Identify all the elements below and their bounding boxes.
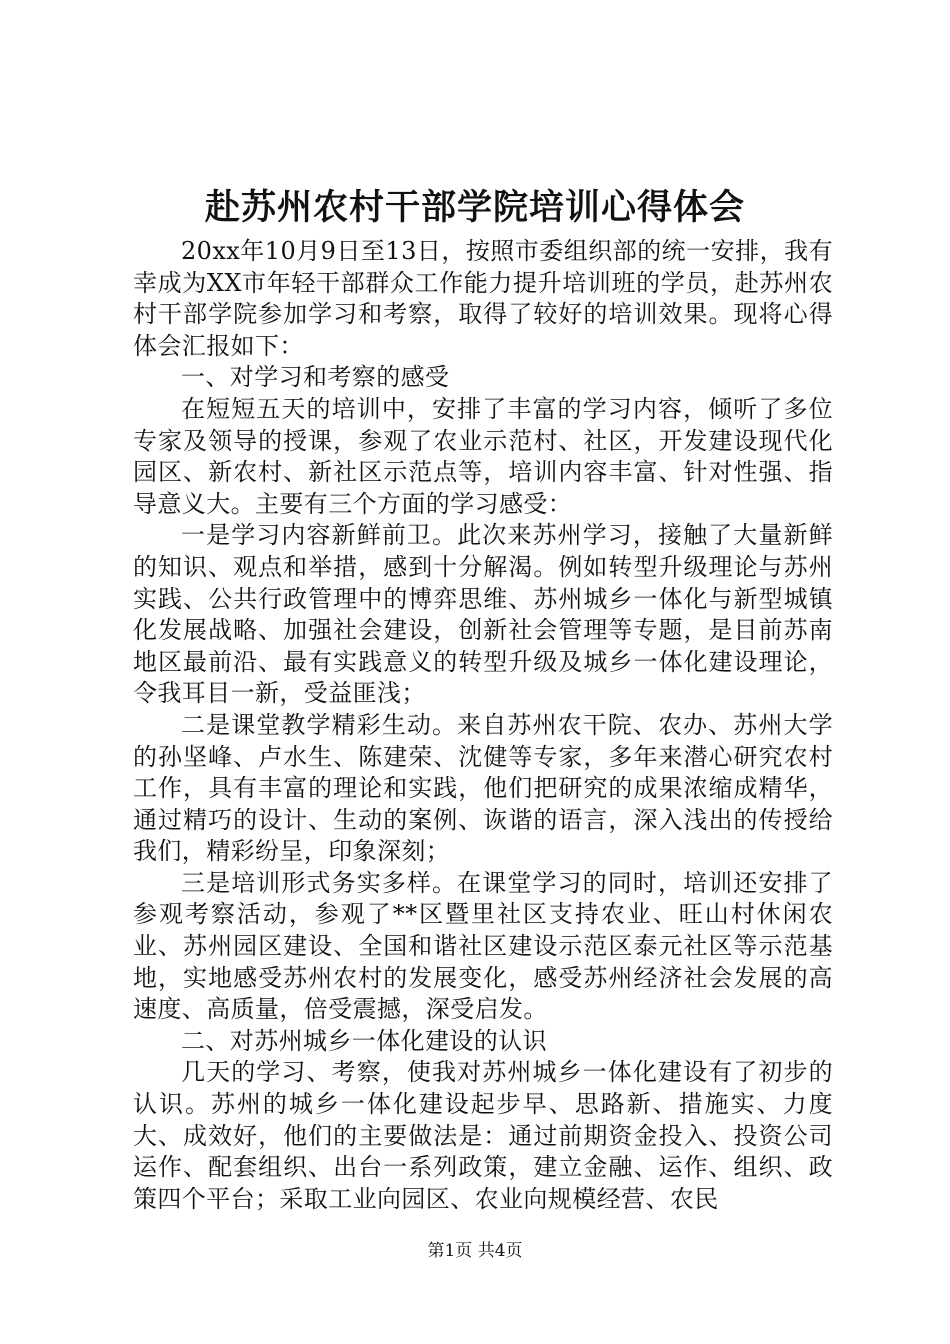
paragraph-overview: 在短短五天的培训中，安排了丰富的学习内容，倾听了多位专家及领导的授课，参观了农业示范村、社区，开发建设现代化园区、新农村、新社区示范点等，培训内容丰富、针对性强、指导意义大。主要有三个方面的学习感受： xyxy=(133,394,833,518)
page-footer: 第1页 共4页 xyxy=(427,1241,523,1261)
document-body xyxy=(133,236,833,1215)
section-heading-1: 一、对学习和考察的感受 xyxy=(181,363,450,392)
paragraph-point-1: 一是学习内容新鲜前卫。此次来苏州学习，接触了大量新鲜的知识、观点和举措，感到十分解渴。例如转型升级理论与苏州实践、公共行政管理中的博弈思维、苏州城乡一体化与新型城镇化发展战略、加强社会建设，创新社会管理等专题，是目前苏南地区最前沿、最有实践意义的转型升级及城乡一体化建设理论，令我耳目一新，受益匪浅； xyxy=(133,521,833,708)
paragraph-point-3: 三是培训形式务实多样。在课堂学习的同时，培训还安排了参观考察活动，参观了**区暨里社区支持农业、旺山村休闲农业、苏州园区建设、全国和谐社区建设示范区泰元社区等示范基地，实地感受苏州农村的发展变化，感受苏州经济社会发展的高速度、高质量，倍受震撼，深受启发。 xyxy=(133,868,833,1024)
paragraph-intro: 20xx年10月9日至13日，按照市委组织部的统一安排，我有幸成为XX市年轻干部群众工作能力提升培训班的学员，赴苏州农村干部学院参加学习和考察，取得了较好的培训效果。现将心得体会汇报如下： xyxy=(133,237,833,360)
section-heading-2: 二、对苏州城乡一体化建设的认识 xyxy=(181,1026,547,1055)
paragraph-recognition: 几天的学习、考察，使我对苏州城乡一体化建设有了初步的认识。苏州的城乡一体化建设起步早、思路新、措施实、力度大、成效好，他们的主要做法是：通过前期资金投入、投资公司运作、配套组织、出台一系列政策，建立金融、运作、组织、政策四个平台；采取工业向园区、农业向规模经营、农民 xyxy=(133,1058,833,1213)
paragraph-point-2: 二是课堂教学精彩生动。来自苏州农干院、农办、苏州大学的孙坚峰、卢水生、陈建荣、沈健等专家，多年来潜心研究农村工作，具有丰富的理论和实践，他们把研究的成果浓缩成精华，通过精巧的设计、生动的案例、诙谐的语言，深入浅出的传授给我们，精彩纷呈，印象深刻； xyxy=(133,710,833,866)
document-title: 赴苏州农村干部学院培训心得体会 xyxy=(204,187,745,228)
